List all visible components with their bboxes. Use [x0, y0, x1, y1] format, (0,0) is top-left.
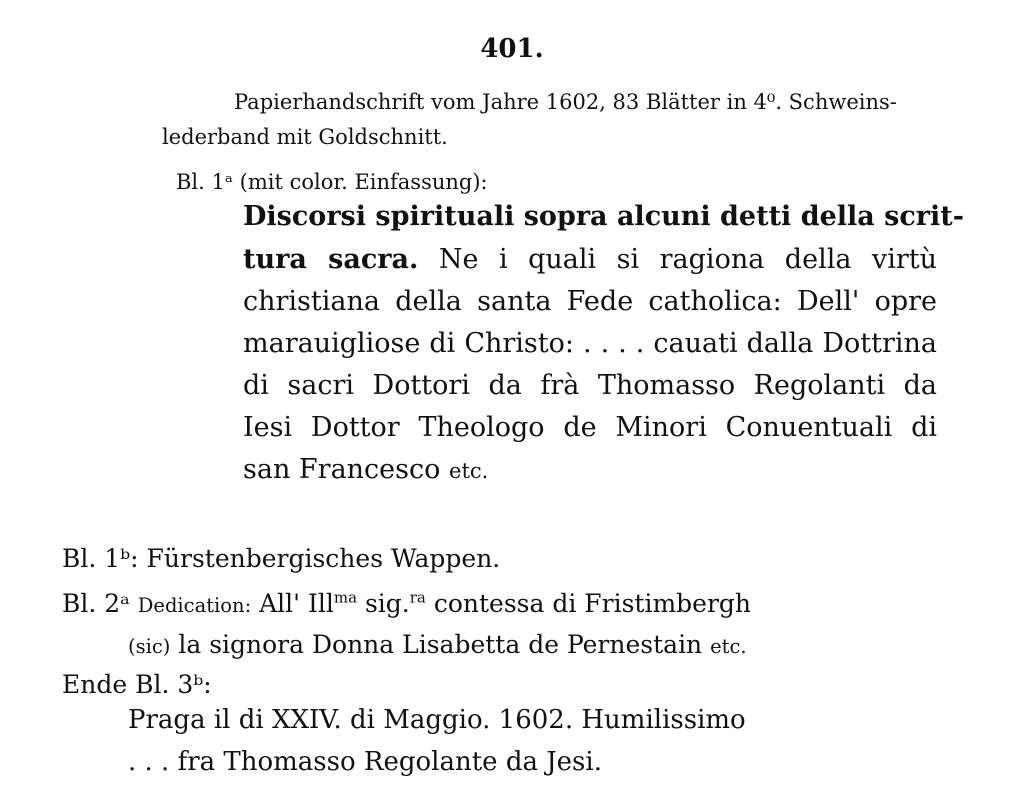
page-number: 401.	[480, 34, 544, 64]
bl2a-line-2	[128, 632, 747, 657]
bl2a-line-2-etc: etc.	[710, 635, 747, 658]
bl1b-label: Bl. 1ᵇ:	[62, 544, 139, 573]
bl1b-text: Fürstenbergisches Wappen.	[146, 544, 501, 573]
bl2a-label: Bl. 2ᵃ	[62, 589, 130, 618]
bl2a-entry	[62, 588, 752, 618]
bl2a-sup-b: ra	[409, 588, 426, 607]
ende-line-1: Praga il di XXIV. di Maggio. 1602. Humilissimo	[128, 705, 746, 735]
title-line-4: marauigliose di Christo: . . . . cauati dalla Dottrina	[243, 328, 937, 359]
bl1a-entry	[176, 172, 488, 193]
title-line-2-rest: Ne i quali si ragiona della virtù	[438, 244, 937, 275]
title-line-7	[243, 456, 488, 483]
bl2a-text-c: contessa di Fristimbergh	[433, 589, 752, 618]
description-line-1: Papierhandschrift vom Jahre 1602, 83 Blätter in 4⁰. Schweins-	[234, 90, 897, 114]
bl2a-line-2-text: la signora Donna Lisabetta de Pernestain	[178, 630, 703, 659]
bl1a-note: (mit color. Einfassung):	[239, 170, 488, 194]
title-line-3: christiana della santa Fede catholica: Dell' opre	[243, 286, 937, 317]
title-line-6: Iesi Dottor Theologo de Minori Conuentuali di	[243, 412, 937, 443]
ende-label: Ende Bl. 3ᵇ:	[62, 670, 212, 699]
bl2a-sic: (sic)	[128, 635, 171, 658]
ende-line-2: . . . fra Thomasso Regolante da Jesi.	[128, 747, 602, 777]
title-line-7-etc: etc.	[448, 458, 489, 483]
bl2a-sup-a: ma	[333, 588, 358, 607]
bl1b-entry	[62, 546, 500, 571]
bl1a-label: Bl. 1ᵃ	[176, 170, 233, 194]
title-line-5: di sacri Dottori da frà Thomasso Regolanti da	[243, 370, 937, 401]
bl2a-text-b: sig.	[364, 589, 410, 618]
title-line-2	[243, 246, 937, 273]
title-bold-end: tura sacra.	[243, 244, 419, 275]
description-line-2: lederband mit Goldschnitt.	[162, 125, 448, 149]
bl2a-dedication-label: Dedication:	[137, 594, 252, 617]
title-line-7-text: san Francesco	[243, 454, 441, 485]
title-line-1: Discorsi spirituali sopra alcuni detti della scrit-	[243, 201, 964, 232]
bl2a-text-a: All' Ill	[259, 589, 334, 618]
